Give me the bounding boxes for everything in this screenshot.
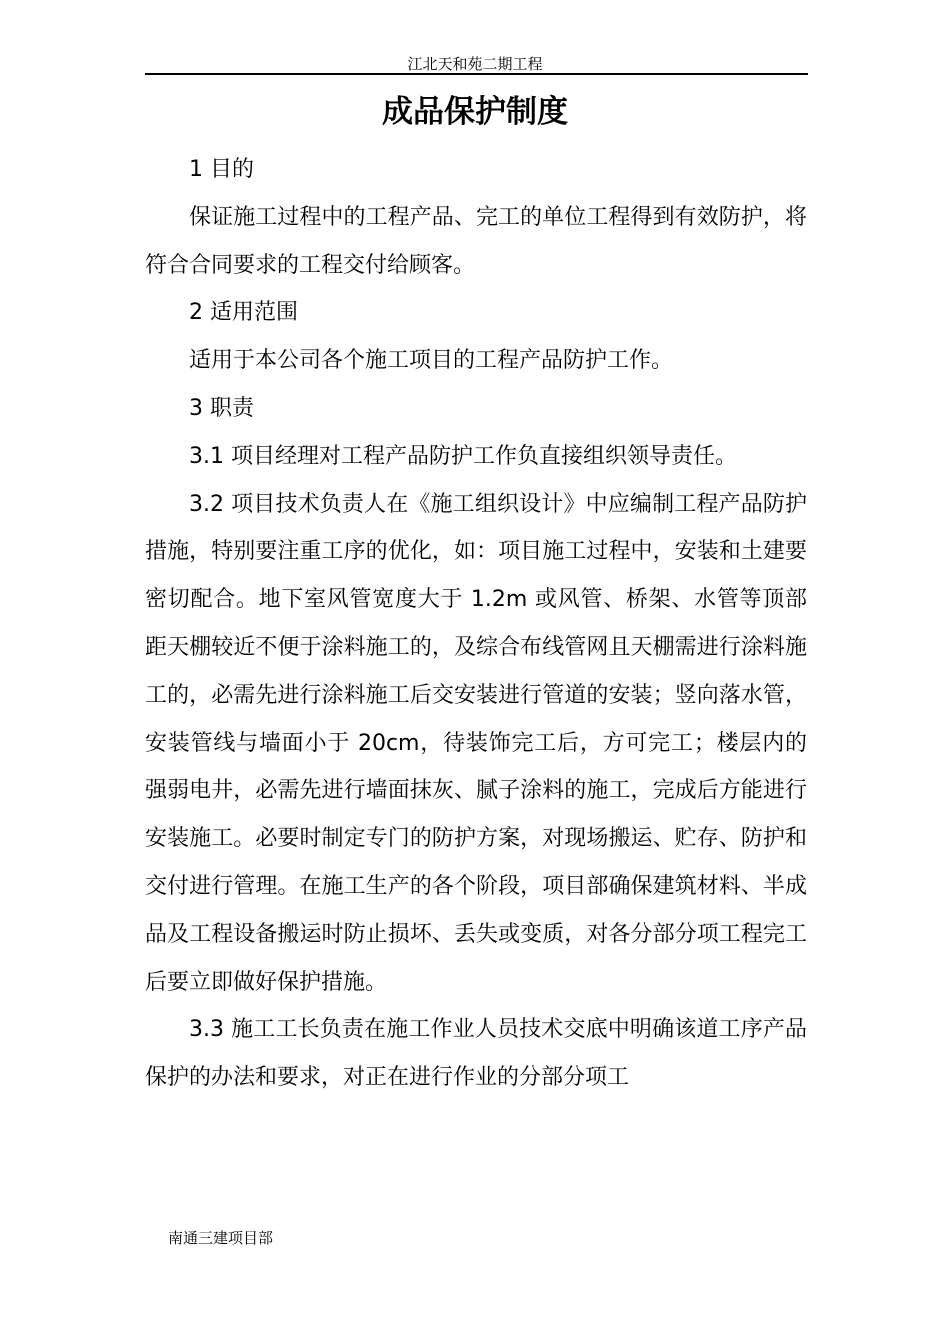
page-header: 江北天和苑二期工程: [407, 55, 543, 73]
paragraph-3-2: 3.2 项目技术负责人在《施工组织设计》中应编制工程产品防护措施，特别要注重工序的优化，如：项目施工过程中，安装和土建要密切配合。地下室风管宽度大于 1.2m 或风管、桥架、水管等顶部距天棚较近不便于涂料施工的，及综合布线管网且天棚需进行涂料施工的，必需先进行涂料施工后交安装进行管道的安装；竖向落水管，安装管线与墙面小于 20cm，待装饰完工后，方可完工；楼层内的强弱电井，必需先进行墙面抹灰、腻子涂料的施工，完成后方能进行安装施工。必要时制定专门的防护方案，对现场搬运、贮存、防护和交付进行管理。在施工生产的各个阶段，项目部确保建筑材料、半成品及工程设备搬运时防止损坏、丢失或变质，对各分部分项工程完工后要立即做好保护措施。: [145, 491, 808, 995]
section-heading-scope: 2 适用范围: [189, 300, 298, 326]
page-footer: 南通三建项目部: [168, 1229, 274, 1247]
paragraph-purpose: 保证施工过程中的工程产品、完工的单位工程得到有效防护，将符合合同要求的工程交付给顾客。: [145, 204, 807, 278]
document-title: 成品保护制度: [382, 94, 568, 130]
paragraph-3-1: 3.1 项目经理对工程产品防护工作负直接组织领导责任。: [189, 443, 737, 469]
header-divider: [145, 73, 808, 75]
document-body: [145, 146, 807, 1102]
section-heading-purpose: 1 目的: [189, 157, 254, 182]
section-heading-responsibilities: 3 职责: [189, 395, 254, 421]
paragraph-scope: 适用于本公司各个施工项目的工程产品防护工作。: [189, 348, 674, 374]
paragraph-3-3: 3.3 施工工长负责在施工作业人员技术交底中明确该道工序产品保护的办法和要求，对正在进行作业的分部分项工: [145, 1017, 807, 1091]
